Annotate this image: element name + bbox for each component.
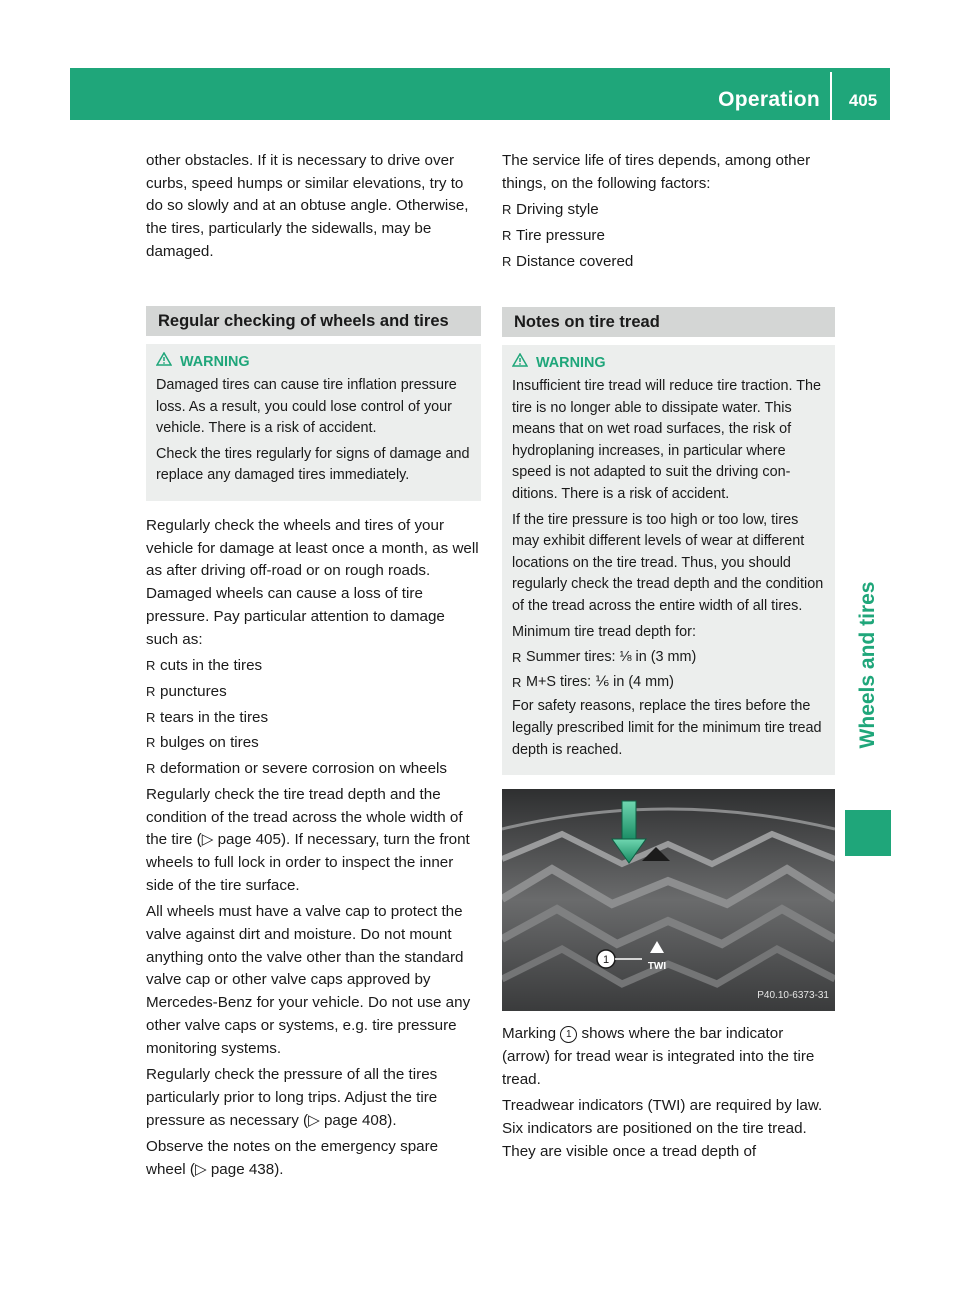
paragraph-marking (502, 1023, 835, 1091)
bullet-r-icon: R (512, 650, 522, 666)
figure-code: P40.10-6373-31 (757, 989, 829, 1001)
tire-tread-illustration (502, 789, 835, 1011)
list-item: R punctures (146, 681, 481, 704)
warning-title-text: WARNING (180, 353, 250, 370)
paragraph: Regularly check the wheels and tires of your vehicle for damage at least once a month, as well as after driving off-road or on rough roads. Damaged wheels can cause a loss of tire pressure. Pay particular attention to damage such as: (146, 517, 479, 648)
paragraph-text: Marking (502, 1025, 557, 1043)
bullet-r-icon: R (146, 735, 156, 751)
warning-text: Insufficient tire tread will reduce tire traction. The tire is no longer able to dissipate water. This means that on wet road surfaces, the risk of hydroplaning increases, in particular where speed is not adapted to suit the driving conditions. There is a risk of accident. (512, 378, 822, 503)
chapter-title: Operation (718, 88, 820, 111)
warning-text: Check the tires regularly for signs of damage and replace any damaged tires immediately. (156, 445, 470, 484)
list-item: R M+S tires: ⅙ in (4 mm) (512, 672, 825, 694)
warning-title (512, 353, 825, 375)
paragraph-text: shows where the bar indicator (arrow) for tread wear is integrated into the tire tread. (502, 1025, 815, 1088)
list-item: R Summer tires: ⅛ in (3 mm) (512, 647, 825, 669)
bullet-r-icon: R (146, 709, 156, 725)
warning-box-tread (502, 345, 835, 776)
callout-circle-icon: 1 (560, 1026, 577, 1043)
section-title-tire-tread: Notes on tire tread (502, 307, 835, 337)
warning-box-damage (146, 344, 481, 502)
paragraph-page-ref[interactable]: Regularly check the tire tread depth and the condition of the tread across the whole width of the tire (▷ page 405). If necessary, turn the front wheels to full lock in order to inspect the inner side of the tire surface. (146, 785, 470, 894)
list-item: R cuts in the tires (146, 655, 481, 678)
bullet-r-icon: R (146, 658, 156, 674)
list-item: R bulges on tires (146, 732, 481, 755)
warning-triangle-icon (512, 353, 528, 375)
left-column (146, 150, 481, 1186)
left-intro: other obstacles. If it is necessary to drive over curbs, speed humps or similar elevations, try to do so slowly and at an obtuse angle. Otherwise, the tires, particularly the sidewalls, may be damaged. (146, 152, 469, 260)
callout-number: 1 (602, 954, 610, 967)
paragraph: All wheels must have a valve cap to protect the valve against dirt and moisture. Do not mount anything onto the valve other than the standard valve cap or other valve caps approved by Mercedes-Benz for your vehicle. Do not use any other valve caps or systems, e.g. tire pressure monitoring systems. (146, 903, 471, 1057)
header-divider (830, 72, 832, 120)
bullet-r-icon: R (146, 684, 156, 699)
page-number: 405 (848, 91, 878, 110)
list-item: R Tire pressure (502, 225, 835, 248)
warning-title-text: WARNING (536, 354, 606, 371)
side-tab-label: Wheels and tires (856, 581, 879, 749)
bullet-r-icon: R (502, 228, 512, 244)
warning-text: For safety reasons, replace the tires before the legally prescribed limit for the minimum tire tread depth is reached. (512, 698, 822, 758)
list-item: R deformation or severe corrosion on wheels (146, 758, 481, 781)
list-item: R Driving style (502, 199, 835, 222)
list-item: R Distance covered (502, 251, 835, 274)
bullet-r-icon: R (502, 202, 512, 218)
warning-triangle-icon (156, 352, 172, 374)
side-tab-marker (845, 810, 891, 856)
right-column (502, 150, 835, 1167)
tire-tread-figure (502, 789, 835, 1011)
side-tab (845, 540, 891, 790)
warning-text: If the tire pressure is too high or too low, tires may exhibit different levels of wear at different locations on the tire tread. Thus, you should regularly check the tread depth and the condition of the tread across the entire width of all tires. (512, 511, 824, 615)
paragraph: Treadwear indicators (TWI) are required by law. Six indicators are positioned on the tire tread. They are visible once a tread depth of (502, 1097, 823, 1160)
section-title-wheel-check: Regular checking of wheels and tires (146, 306, 481, 336)
bullet-r-icon: R (502, 253, 512, 269)
bullet-r-icon: R (512, 674, 522, 690)
right-intro: The service life of tires depends, among other things, on the following factors: (502, 152, 811, 192)
bullet-r-icon: R (146, 761, 156, 777)
warning-title (156, 352, 471, 374)
paragraph-page-ref[interactable]: Regularly check the pressure of all the tires particularly prior to long trips. Adjust the tire pressure as necessary (▷ page 408). (146, 1066, 438, 1129)
warning-text: Minimum tire tread depth for: (512, 623, 696, 640)
twi-label: TWI (647, 961, 667, 973)
paragraph-page-ref[interactable]: Observe the notes on the emergency spare wheel (▷ page 438). (146, 1138, 439, 1179)
list-item: R tears in the tires (146, 707, 481, 730)
warning-text: Damaged tires can cause tire inflation pressure loss. As a result, you could lose control of your vehicle. There is a risk of accident. (156, 377, 457, 437)
header-bar (70, 68, 890, 120)
